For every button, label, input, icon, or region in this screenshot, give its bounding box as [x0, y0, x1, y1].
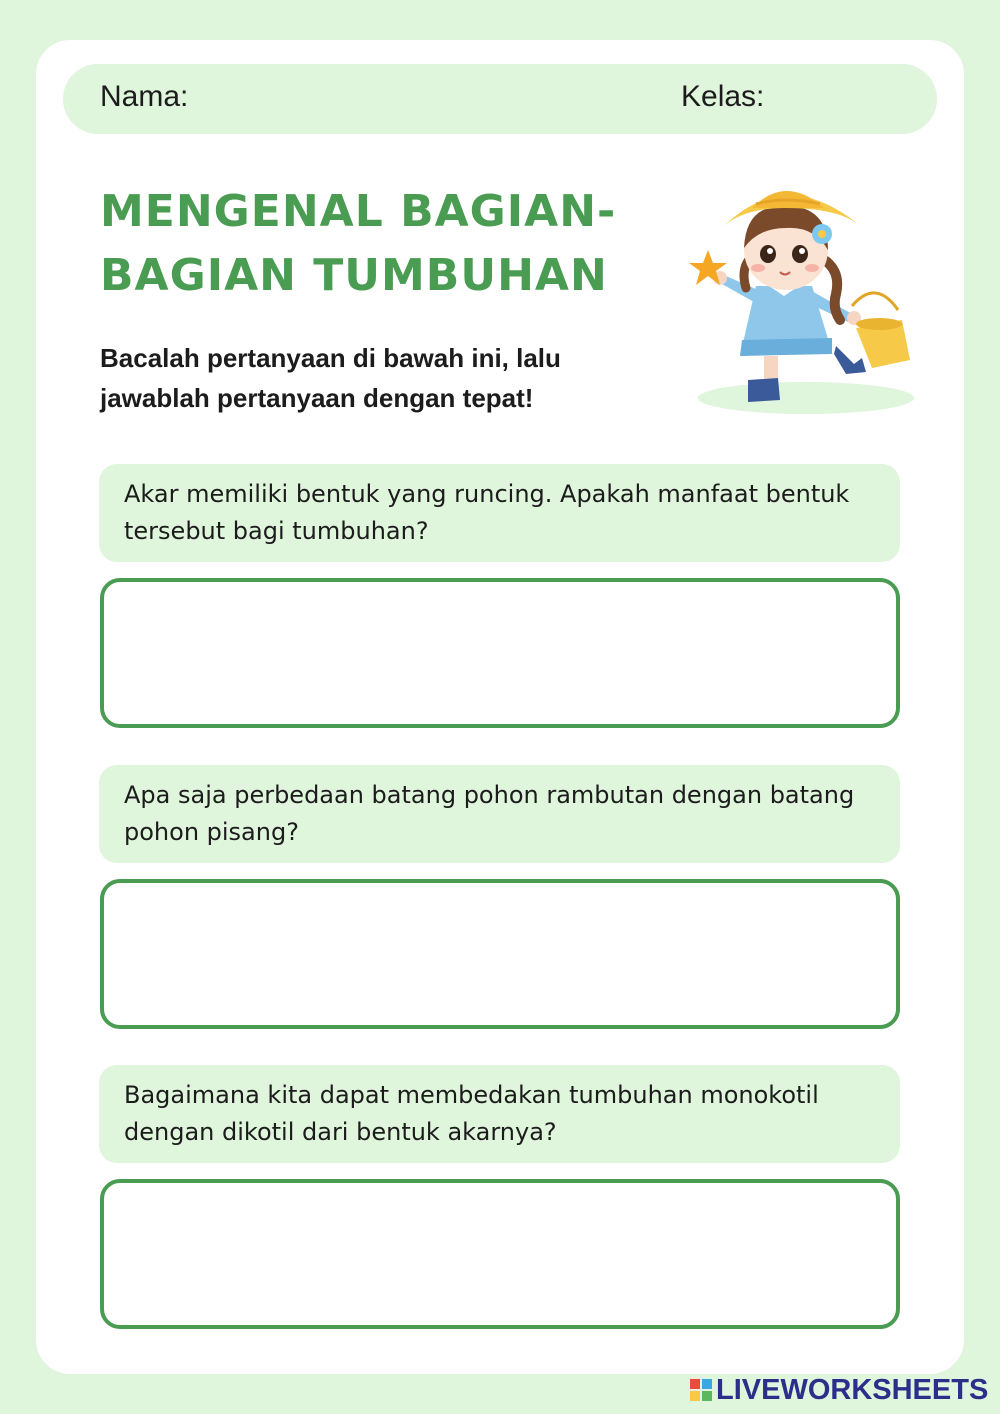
liveworksheets-logo-icon: [690, 1379, 712, 1401]
brand-text: LIVEWORKSHEETS: [716, 1373, 989, 1406]
answer-input-3[interactable]: [100, 1179, 900, 1329]
girl-illustration: [686, 168, 918, 418]
instruction-text: Bacalah pertanyaan di bawah ini, lalu jawablah pertanyaan dengan tepat!: [100, 343, 561, 413]
class-label: Kelas:: [681, 80, 765, 113]
question-text-3: Bagaimana kita dapat membedakan tumbuhan monokotil dengan dikotil dari bentuk akarnya?: [124, 1081, 819, 1146]
liveworksheets-brand[interactable]: [690, 1374, 988, 1406]
question-box-1: [99, 464, 900, 562]
answer-input-2[interactable]: [100, 879, 900, 1029]
name-label: Nama:: [100, 80, 189, 113]
answer-input-1[interactable]: [100, 578, 900, 728]
question-text-1: Akar memiliki bentuk yang runcing. Apakah manfaat bentuk tersebut bagi tumbuhan?: [124, 480, 850, 545]
question-box-2: [99, 765, 900, 863]
student-info-bar: [63, 64, 937, 134]
question-box-3: [99, 1065, 900, 1163]
question-text-2: Apa saja perbedaan batang pohon rambutan dengan batang pohon pisang?: [124, 781, 855, 846]
worksheet-title: MENGENAL BAGIAN-BAGIAN TUMBUHAN: [100, 186, 617, 301]
